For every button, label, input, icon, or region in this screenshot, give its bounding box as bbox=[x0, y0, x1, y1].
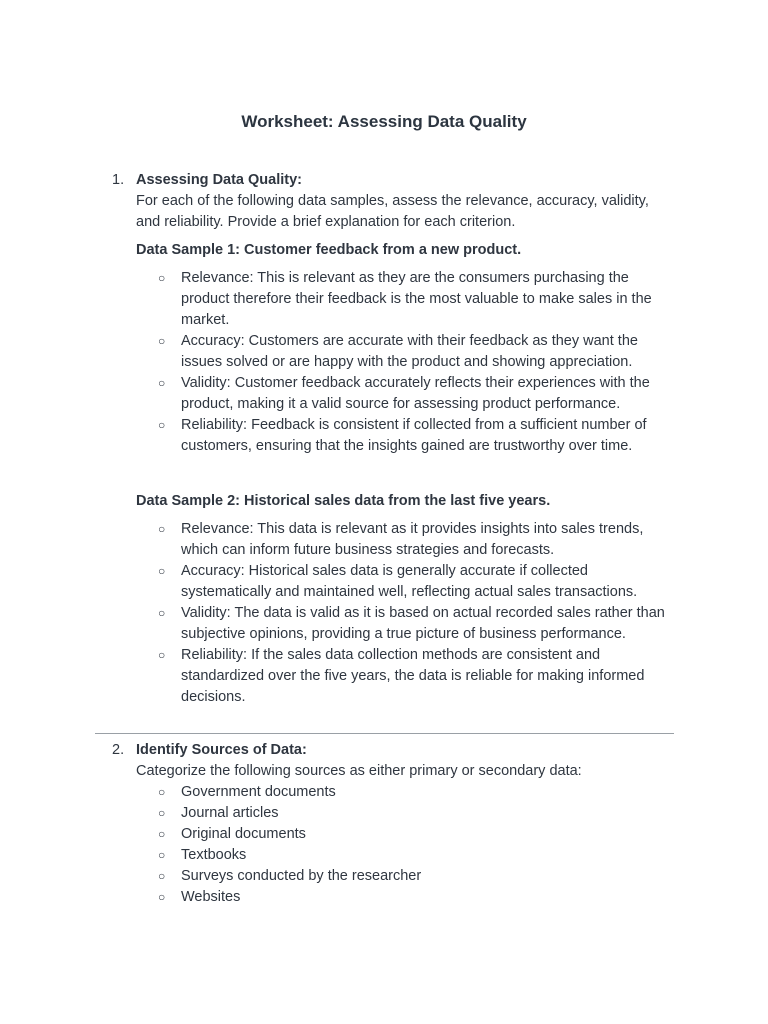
hollow-circle-bullet-icon: ○ bbox=[158, 418, 166, 432]
section-heading: Identify Sources of Data: bbox=[136, 742, 307, 758]
list-item bbox=[136, 415, 676, 457]
list-item bbox=[136, 887, 676, 908]
list-item-text: Reliability: Feedback is consistent if collected from a sufficient number of customers, ensuring that the insights gained are trustworthy over time. bbox=[181, 417, 647, 454]
hollow-circle-bullet-icon: ○ bbox=[158, 271, 166, 285]
section-description: Categorize the following sources as either primary or secondary data: bbox=[136, 763, 582, 779]
section-body bbox=[136, 740, 676, 908]
list-item-text: Textbooks bbox=[181, 847, 247, 863]
list-item bbox=[136, 561, 676, 603]
sample-1-criteria-list bbox=[136, 268, 676, 457]
list-item bbox=[136, 373, 676, 415]
list-item bbox=[136, 331, 676, 373]
list-item bbox=[136, 603, 676, 645]
list-item-text: Validity: Customer feedback accurately reflects their experiences with the product, making it a valid source for assessing product performance. bbox=[181, 375, 650, 412]
section-divider bbox=[95, 733, 674, 734]
list-item-text: Journal articles bbox=[181, 805, 279, 821]
list-item bbox=[136, 645, 676, 708]
list-item bbox=[136, 782, 676, 803]
hollow-circle-bullet-icon: ○ bbox=[158, 606, 166, 620]
list-item bbox=[136, 845, 676, 866]
hollow-circle-bullet-icon: ○ bbox=[158, 806, 166, 820]
list-item bbox=[136, 519, 676, 561]
list-item-text: Government documents bbox=[181, 784, 336, 800]
hollow-circle-bullet-icon: ○ bbox=[158, 376, 166, 390]
list-item-text: Accuracy: Historical sales data is generally accurate if collected systematically and maintained well, reflecting actual sales transactions. bbox=[181, 563, 638, 600]
section-body bbox=[136, 170, 676, 708]
sample-title: Data Sample 2: Historical sales data from the last five years. bbox=[136, 493, 551, 509]
list-item-text: Relevance: This data is relevant as it provides insights into sales trends, which can inform future business strategies and forecasts. bbox=[181, 521, 644, 558]
hollow-circle-bullet-icon: ○ bbox=[158, 334, 166, 348]
list-item bbox=[136, 268, 676, 331]
section-number: 1. bbox=[112, 172, 125, 188]
list-item-text: Validity: The data is valid as it is based on actual recorded sales rather than subjective opinions, providing a true picture of business performance. bbox=[181, 605, 665, 642]
list-item bbox=[136, 866, 676, 887]
hollow-circle-bullet-icon: ○ bbox=[158, 827, 166, 841]
list-item bbox=[136, 824, 676, 845]
list-item-text: Surveys conducted by the researcher bbox=[181, 868, 422, 884]
hollow-circle-bullet-icon: ○ bbox=[158, 564, 166, 578]
section-description: For each of the following data samples, assess the relevance, accuracy, validity, and reliability. Provide a brief explanation for each criterion. bbox=[136, 193, 649, 230]
hollow-circle-bullet-icon: ○ bbox=[158, 869, 166, 883]
data-sources-list bbox=[136, 782, 676, 908]
section-heading: Assessing Data Quality: bbox=[136, 172, 302, 188]
list-item-text: Relevance: This is relevant as they are the consumers purchasing the product therefore their feedback is the most valuable to make sales in the market. bbox=[181, 270, 652, 328]
list-item bbox=[136, 803, 676, 824]
list-item-text: Reliability: If the sales data collection methods are consistent and standardized over the five years, the data is reliable for making informed decisions. bbox=[181, 647, 645, 705]
hollow-circle-bullet-icon: ○ bbox=[158, 522, 166, 536]
hollow-circle-bullet-icon: ○ bbox=[158, 785, 166, 799]
sample-title: Data Sample 1: Customer feedback from a new product. bbox=[136, 242, 522, 258]
list-item-text: Websites bbox=[181, 889, 241, 905]
sample-2-criteria-list bbox=[136, 519, 676, 708]
hollow-circle-bullet-icon: ○ bbox=[158, 648, 166, 662]
hollow-circle-bullet-icon: ○ bbox=[158, 890, 166, 904]
list-item-text: Original documents bbox=[181, 826, 306, 842]
list-item-text: Accuracy: Customers are accurate with their feedback as they want the issues solved or are happy with the product and showing appreciation. bbox=[181, 333, 638, 370]
hollow-circle-bullet-icon: ○ bbox=[158, 848, 166, 862]
section-number: 2. bbox=[112, 742, 125, 758]
worksheet-title: Worksheet: Assessing Data Quality bbox=[241, 112, 527, 131]
